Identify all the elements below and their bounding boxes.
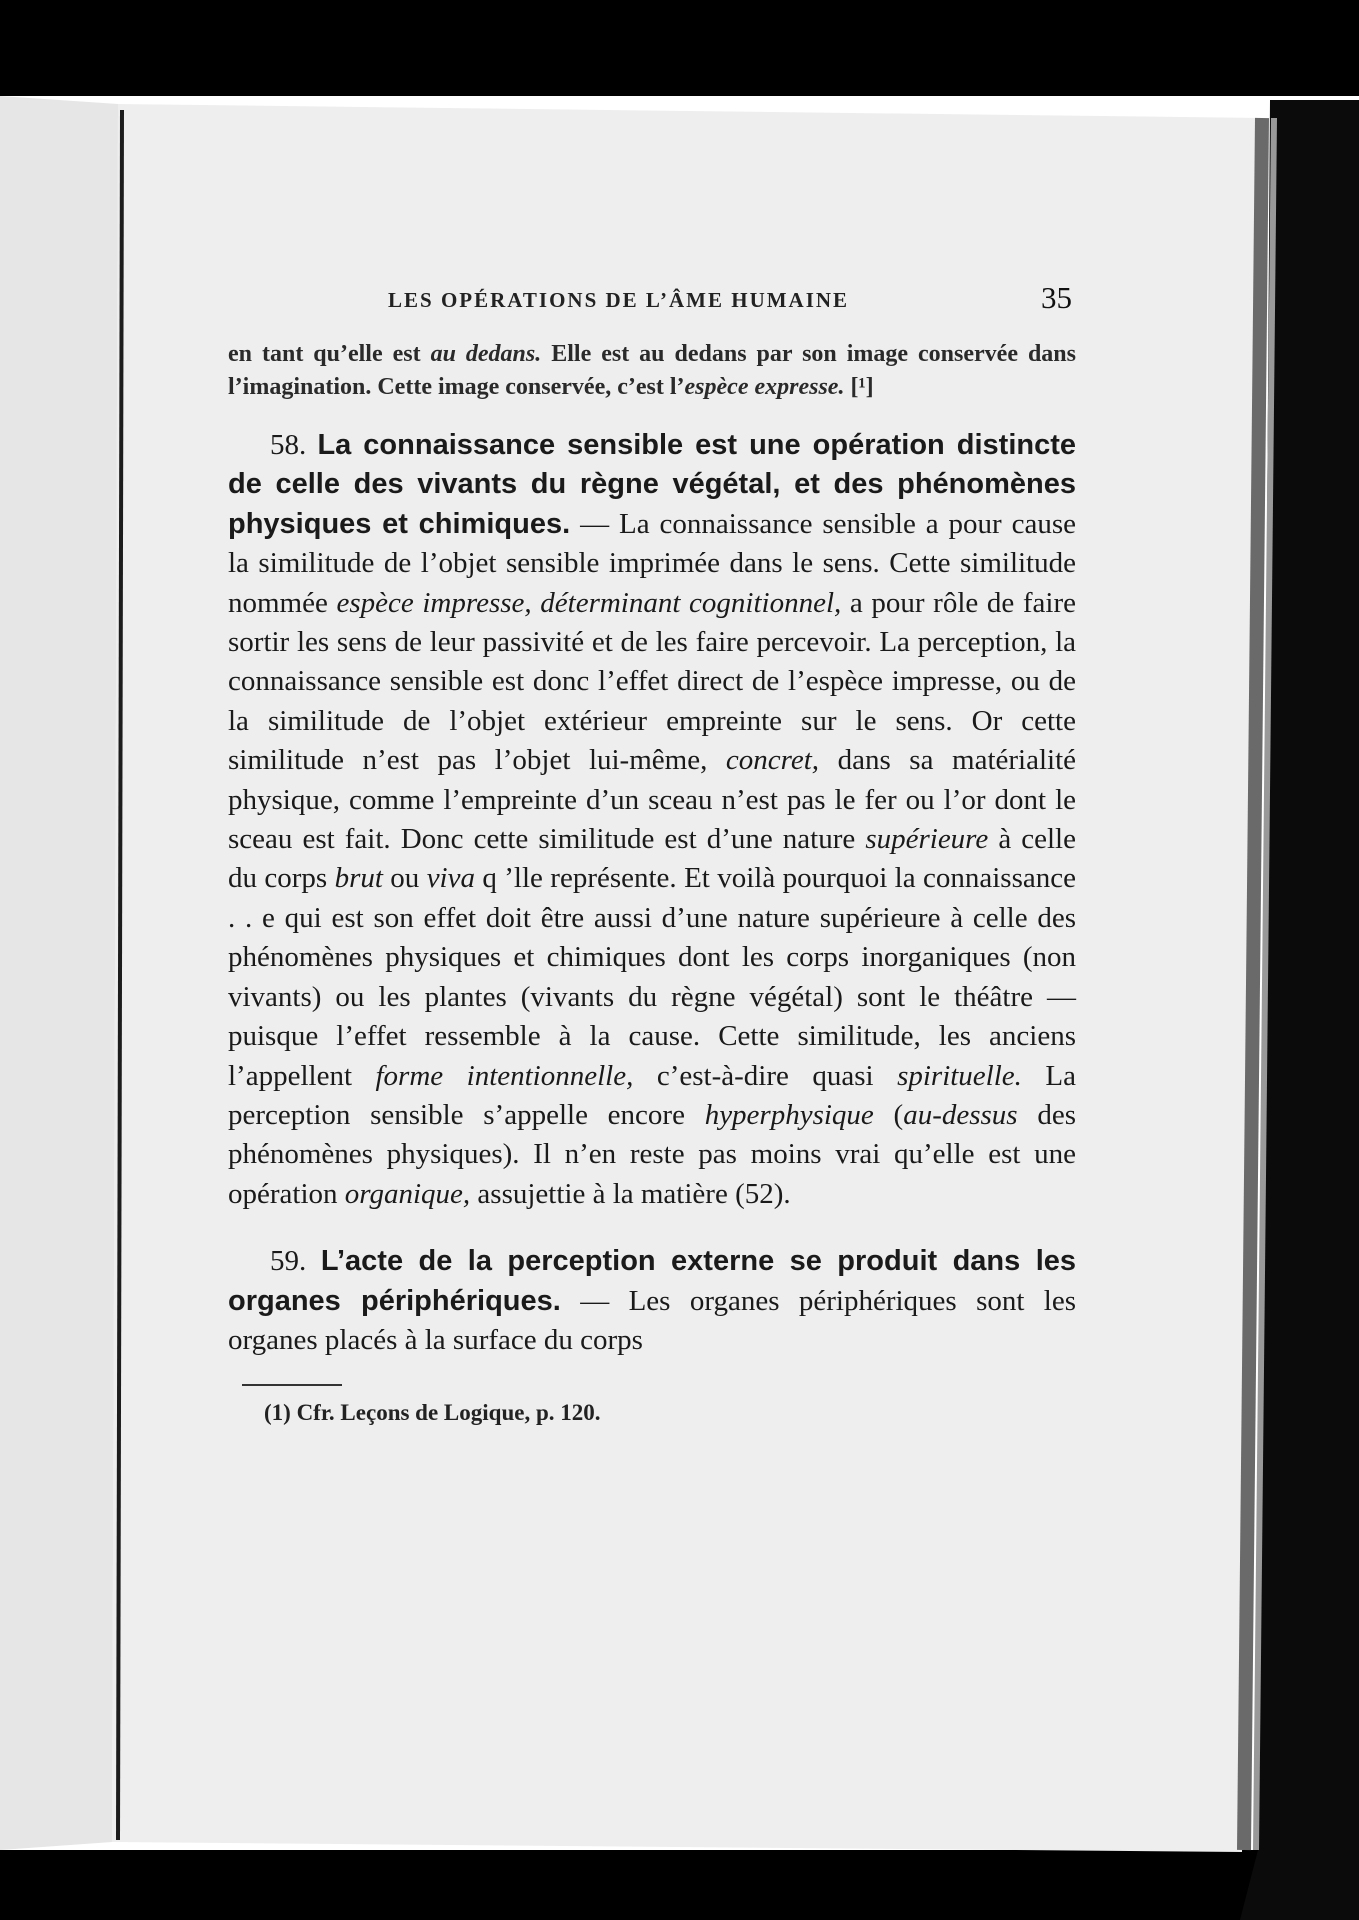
italic-term: supérieure <box>865 823 989 856</box>
intro-italic: espèce expresse. <box>684 374 845 400</box>
section-heading: La connaissance sensible est une opération distincte de celle des vivants du règne végétal, et des phénomènes physiques et chimiques. <box>228 429 1077 540</box>
section-heading: L’acte de la perception externe se produit dans les organes périphériques. <box>228 1245 1077 1317</box>
running-header <box>228 280 1076 324</box>
body-text: assujettie à la matière (52). <box>470 1177 791 1210</box>
italic-term: espèce impresse, déterminant cognitionnel, <box>336 586 842 619</box>
body-text: — La connaissance sensible a pour cause la similitude de l’objet sensible imprimée dans le sens. Cette similitude nommée <box>228 507 1076 619</box>
section-58-paragraph <box>228 426 1076 1214</box>
section-59-paragraph <box>228 1242 1076 1360</box>
body-text: — Les organes périphériques sont les organes placés à la surface du corps <box>228 1284 1076 1356</box>
body-text: La perception sensible s’appelle encore <box>228 1059 1076 1131</box>
italic-term: forme intentionnelle, <box>375 1059 634 1092</box>
italic-term: concret, <box>725 744 820 777</box>
intro-italic: au dedans. <box>430 341 542 367</box>
footnote-reference: [¹] <box>844 374 874 400</box>
body-text: c’est-à-dire quasi <box>633 1059 898 1092</box>
section-number: 59. <box>270 1245 307 1278</box>
italic-term: hyperphysique <box>704 1098 874 1131</box>
italic-term: organique, <box>344 1177 471 1210</box>
italic-term: spirituelle. <box>897 1059 1022 1092</box>
italic-term: viva <box>426 862 475 895</box>
italic-term: brut <box>334 862 383 895</box>
footnote: (1) Cfr. Leçons de Logique, p. 120. <box>264 1400 601 1426</box>
body-text: des phénomènes physiques). Il n’en reste pas moins vrai qu’elle est une opération <box>228 1098 1076 1210</box>
page-content <box>228 280 1076 1426</box>
body-text: dans sa matérialité physique, comme l’empreinte d’un sceau n’est pas le fer ou l’or dont le sceau est fait. Donc cette similitude est d’une nature <box>228 744 1076 856</box>
body-text: ou <box>382 862 427 895</box>
body-text: à celle du corps <box>228 823 1076 895</box>
intro-paragraph <box>228 338 1076 404</box>
body-text: a pour rôle de faire sortir les sens de leur passivité et de les faire percevoir. La perception, la connaissance sensible est donc l’effet direct de l’espèce impresse, ou de la similitude de l’objet extérieur empreinte sur le sens. Or cette similitude n’est pas l’objet lui-même, <box>228 586 1076 777</box>
italic-term: au-dessus <box>903 1098 1018 1131</box>
body-text: q ’lle représente. Et voilà pourquoi la connaissance . . e qui est son effet doit être aussi d’une nature supérieure à celle des phénomènes physiques et chimiques dont les corps inorganiques (non vivants) ou les plantes (vivants du règne végétal) sont le théâtre — puisque l’effet ressemble à la cause. Cette similitude, les anciens l’appellent <box>228 862 1076 1092</box>
footnote-divider <box>242 1384 342 1386</box>
body-text: ( <box>873 1098 904 1131</box>
page-number: 35 <box>1041 280 1072 315</box>
section-number: 58. <box>270 429 307 461</box>
intro-text: en tant qu’elle est <box>228 341 431 367</box>
running-title: LES OPÉRATIONS DE L’ÂME HUMAINE <box>388 288 850 312</box>
intro-text: Elle est au dedans par son image conservée dans l’imagination. Cette image conservée, c’est l’ <box>228 341 1076 400</box>
